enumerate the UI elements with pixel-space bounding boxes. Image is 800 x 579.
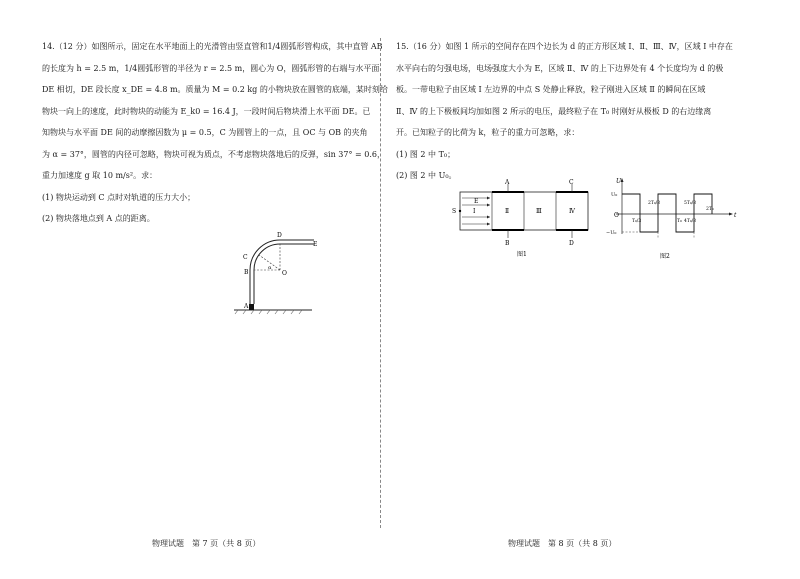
problem-15-line-3: 板。一带电粒子由区域 Ⅰ 左边界的中点 S 处静止释放，粒子刚进入区域 Ⅱ 的瞬间在区域 xyxy=(396,85,706,94)
u-pos-label: U₀ xyxy=(611,192,618,198)
label-C: C xyxy=(243,254,248,261)
axis-label-t: t xyxy=(734,212,737,219)
problem-15-question-1: (1) 图 2 中 T₀； xyxy=(396,149,456,159)
region-label-1: Ⅰ xyxy=(473,208,476,215)
problem-15-figure-2 xyxy=(602,176,752,262)
label-O: O xyxy=(282,270,287,277)
problem-14-line-6: 为 α = 37°，圆管的内径可忽略，物块可视为质点，不考虑物块落地后的反弹，sin 37° = 0.6， xyxy=(42,149,385,159)
problem-15-line-4: Ⅱ、Ⅳ 的上下极板间均加如图 2 所示的电压，最终粒子在 T₀ 时刚好从极板 D 的右边缘离 xyxy=(396,106,712,116)
figure-2-caption: 图2 xyxy=(660,253,670,260)
problem-15-figure-1 xyxy=(450,180,600,258)
problem-14-question-1: (1) 物块运动到 C 点时对轨道的压力大小； xyxy=(42,192,196,202)
problem-14-figure xyxy=(230,232,350,318)
plate-label-B: B xyxy=(505,240,510,247)
problem-15-question-2: (2) 图 2 中 U₀。 xyxy=(396,171,457,180)
problem-14-question-2: (2) 物块落地点到 A 点的距离。 xyxy=(42,214,155,223)
u-neg-label: −U₀ xyxy=(606,230,617,236)
left-page xyxy=(0,0,390,579)
tick-label-2t0-3: 2T₀/3 xyxy=(648,201,661,206)
problem-14-line-2: 的长度为 h = 2.5 m，1/4圆弧形管的半径为 r = 2.5 m，圆心为 O，圆弧形管的右端与水平面 xyxy=(42,63,380,73)
region-label-4: Ⅳ xyxy=(569,208,575,215)
plate-label-C: C xyxy=(569,179,574,186)
label-alpha: α xyxy=(268,265,272,271)
tick-label-t0: T₀ xyxy=(677,219,682,224)
region-label-2: Ⅱ xyxy=(505,208,510,215)
problem-14-line-1: 14.（12 分）如图所示，固定在水平地面上的光滑管由竖直管和1/4圆弧形管构成，其中直管 AB xyxy=(42,42,383,51)
plate-label-A: A xyxy=(505,179,510,186)
problem-14-line-5: 知物块与水平面 DE 间的动摩擦因数为 μ = 0.5，C 为圆管上的一点，且 OC 与 OB 的夹角 xyxy=(42,128,368,137)
label-D: D xyxy=(277,232,282,239)
problem-15-line-5: 开。已知粒子的比荷为 k，粒子的重力可忽略，求： xyxy=(396,128,580,137)
label-B: B xyxy=(244,269,249,276)
plate-label-D: D xyxy=(569,240,574,247)
label-E: E xyxy=(313,241,318,248)
tick-label-2t0: 2T₀ xyxy=(706,207,714,212)
problem-14-line-7: 重力加速度 g 取 10 m/s²。求： xyxy=(42,171,158,180)
problem-15-line-2: 水平向右的匀强电场，电场强度大小为 E，区域 Ⅱ、Ⅳ 的上下边界处有 4 个长度均为 d 的极 xyxy=(396,63,724,73)
tick-label-t0-3: T₀/3 xyxy=(632,219,642,224)
problem-14-line-3: DE 相切，DE 段长度 x_DE = 4.8 m。质量为 M = 0.2 kg 的小物块放在圆管的底端，某时刻给 xyxy=(42,85,388,94)
label-A: A xyxy=(244,303,249,310)
region-label-3: Ⅲ xyxy=(536,208,542,215)
right-footer: 物理试题 第 8 页（共 8 页） xyxy=(508,539,617,548)
field-label-E: E xyxy=(474,198,479,205)
problem-15-line-1: 15.（16 分）如图 1 所示的空间存在四个边长为 d 的正方形区域 Ⅰ、Ⅱ、Ⅲ、Ⅳ，区域 Ⅰ 中存在 xyxy=(396,42,733,51)
tick-label-5t0-3: 5T₀/3 xyxy=(684,201,697,206)
origin-label: O xyxy=(614,212,619,219)
problem-14-text xyxy=(42,36,388,230)
problem-14-line-4: 物块一向上的速度，此时物块的动能为 E_k0 = 16.4 J，一段时间后物块滑上水平面 DE。已 xyxy=(42,106,371,116)
figure-1-caption: 图1 xyxy=(517,251,527,258)
page-divider xyxy=(380,38,381,528)
axis-label-U: U xyxy=(616,178,622,185)
tick-label-4t0-3: 4T₀/3 xyxy=(684,219,697,224)
right-page xyxy=(392,0,800,579)
problem-15-text xyxy=(396,36,733,187)
source-label-S: S xyxy=(452,208,457,215)
left-footer: 物理试题 第 7 页（共 8 页） xyxy=(152,539,261,548)
